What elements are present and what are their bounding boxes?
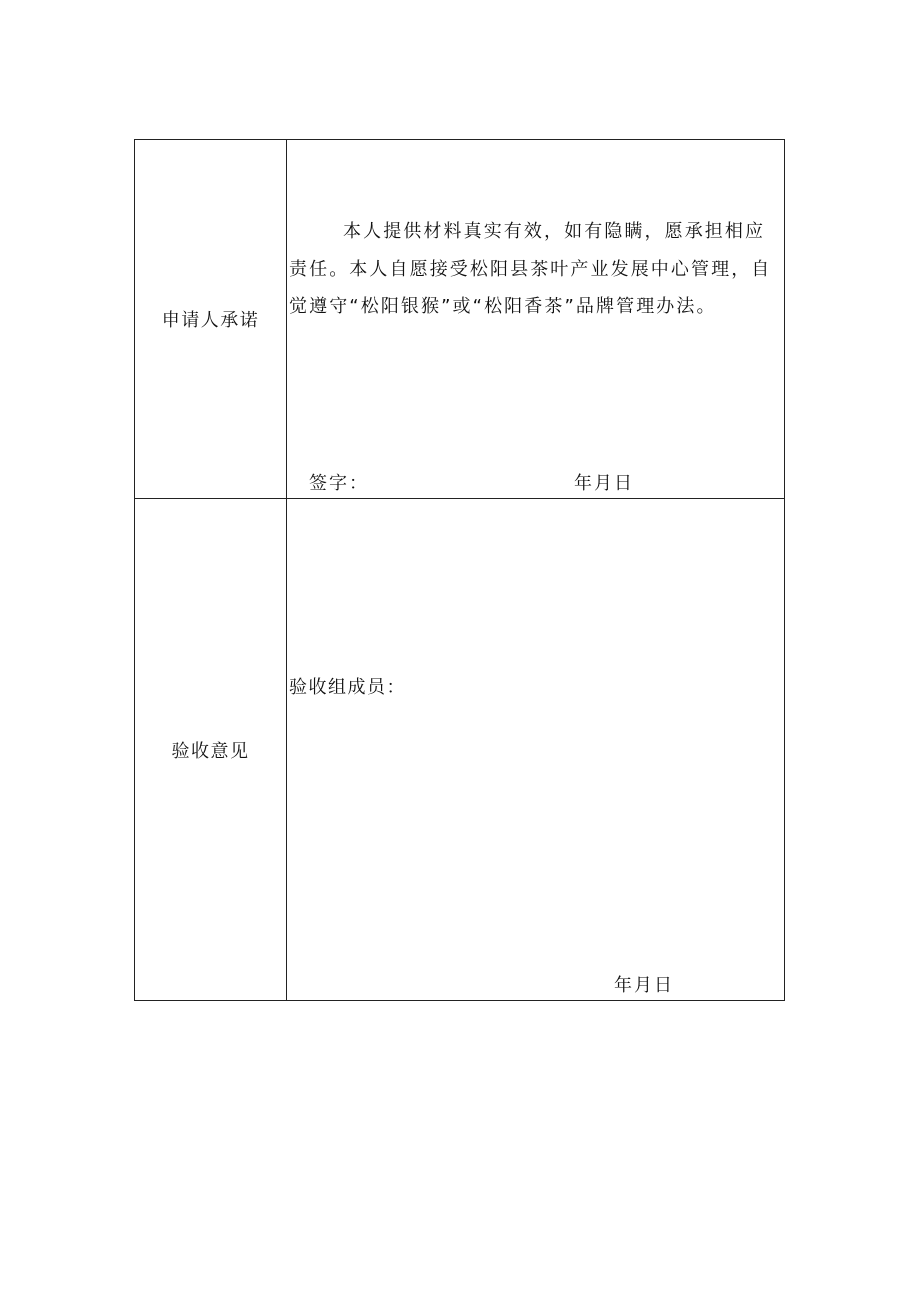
form-table [134,139,785,1001]
acceptance-date-label: 年月日 [614,975,674,996]
pledge-row-label: 申请人承诺 [161,310,260,331]
pledge-statement: 本人提供材料真实有效，如有隐瞒，愿承担相应责任。本人自愿接受松阳县茶叶产业发展中心管理，自觉遵守“松阳银猴”或“松阳香茶”品牌管理办法。 [289,221,772,317]
row-divider [135,498,784,499]
signature-label: 签字： [309,473,369,494]
acceptance-row-label: 验收意见 [171,741,250,762]
acceptance-members-label: 验收组成员： [289,677,406,698]
pledge-date-label: 年月日 [574,473,634,494]
column-divider [286,140,287,1000]
